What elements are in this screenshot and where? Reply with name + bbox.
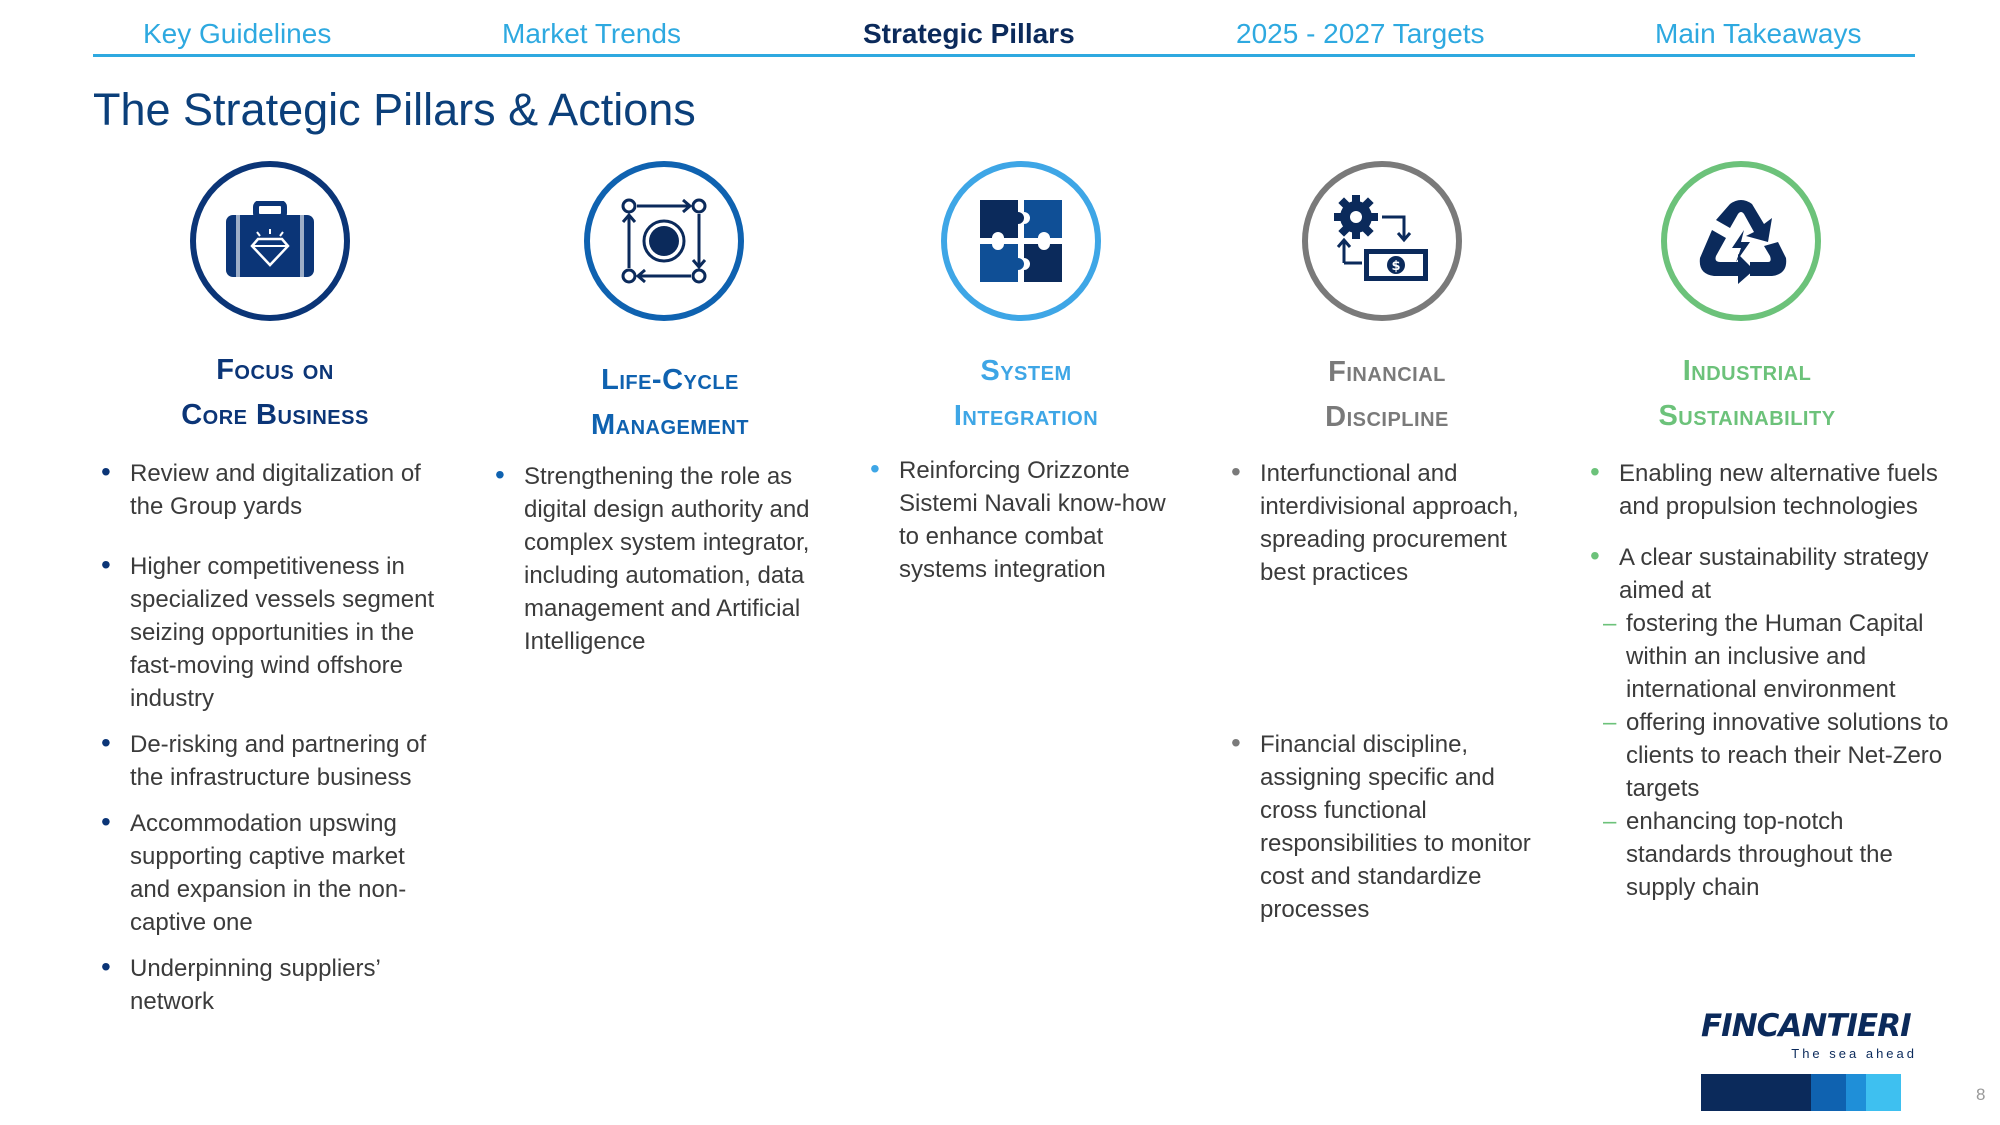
sub-list-item: – offering innovative solutions to clients to reach their Net-Zero targets bbox=[1597, 706, 1950, 805]
page-title: The Strategic Pillars & Actions bbox=[93, 84, 696, 135]
pillar-bullets bbox=[101, 457, 451, 1018]
pillar-icon-circle bbox=[941, 161, 1101, 321]
svg-text:$: $ bbox=[1391, 259, 1401, 274]
pillar-title: System Integration bbox=[953, 355, 1099, 432]
recycle-energy-icon bbox=[1694, 196, 1788, 286]
pillar-icon-circle bbox=[584, 161, 744, 321]
pillar-bullets bbox=[1231, 457, 1551, 926]
pillar-title: Industrial Sustainability bbox=[1658, 355, 1836, 432]
tab-key-guidelines[interactable]: Key Guidelines bbox=[143, 18, 332, 49]
pillar-bullets bbox=[1590, 457, 1950, 904]
list-item: • Enabling new alternative fuels and propulsion technologies bbox=[1590, 457, 1950, 523]
fincantieri-logo bbox=[1701, 1008, 1917, 1061]
pillar-icon-circle bbox=[1302, 161, 1462, 321]
top-navigation bbox=[93, 14, 1915, 57]
pillar-icon-circle bbox=[190, 161, 350, 321]
list-item: • Financial discipline, assigning specific and cross functional responsibilities to monitor cost and standardize processes bbox=[1231, 728, 1551, 926]
list-item: • Interfunctional and interdivisional approach, spreading procurement best practices bbox=[1231, 457, 1551, 589]
list-item: • Reinforcing Orizzonte Sistemi Navali know-how to enhance combat systems integration bbox=[870, 454, 1190, 586]
gear-money-icon bbox=[1332, 193, 1432, 289]
list-item: • Underpinning suppliers’ network bbox=[101, 952, 451, 1018]
briefcase-diamond-icon bbox=[224, 201, 316, 281]
tab-strategic-pillars[interactable]: Strategic Pillars bbox=[863, 18, 1075, 49]
tab-targets[interactable]: 2025 - 2027 Targets bbox=[1236, 18, 1485, 49]
list-item: • Strengthening the role as digital design authority and complex system integrator, including automation, data management and Artificial Intelligence bbox=[495, 460, 835, 658]
logo-tagline: The sea ahead bbox=[1791, 1046, 1917, 1061]
page-number: 8 bbox=[1976, 1085, 1986, 1104]
list-item: • Review and digitalization of the Group yards bbox=[101, 457, 451, 523]
tab-main-takeaways[interactable]: Main Takeaways bbox=[1655, 18, 1862, 49]
pillar-title: Focus on Core Business bbox=[181, 354, 369, 431]
list-item: • A clear sustainability strategy aimed at – fostering the Human Capital within an inclusive and international environment – offering innovative solutions to clients to reach their Net-Zero targets – enhancing top-notch standards throughout the supply chain bbox=[1590, 541, 1950, 904]
pillar-title: Life-Cycle Management bbox=[590, 364, 750, 441]
sub-list-item: – fostering the Human Capital within an inclusive and international environment bbox=[1597, 607, 1950, 706]
list-item: • De-risking and partnering of the infrastructure business bbox=[101, 728, 451, 794]
pillar-bullets bbox=[870, 454, 1190, 586]
tab-market-trends[interactable]: Market Trends bbox=[502, 18, 681, 49]
pillar-icon-circle bbox=[1661, 161, 1821, 321]
logo-wordmark: FINCANTIERI bbox=[1701, 1008, 1911, 1044]
lifecycle-cycle-icon bbox=[619, 196, 709, 286]
sub-list-item: – enhancing top-notch standards throughout the supply chain bbox=[1597, 805, 1950, 904]
sub-bullet-list bbox=[1619, 607, 1950, 904]
pillar-title: Financial Discipline bbox=[1325, 356, 1449, 433]
puzzle-icon bbox=[978, 198, 1064, 284]
list-item: • Accommodation upswing supporting captive market and expansion in the non-captive one bbox=[101, 807, 451, 939]
pillar-bullets bbox=[495, 460, 835, 658]
brand-color-bar bbox=[1701, 1074, 1901, 1111]
list-item: • Higher competitiveness in specialized vessels segment seizing opportunities in the fast-moving wind offshore industry bbox=[101, 550, 451, 715]
